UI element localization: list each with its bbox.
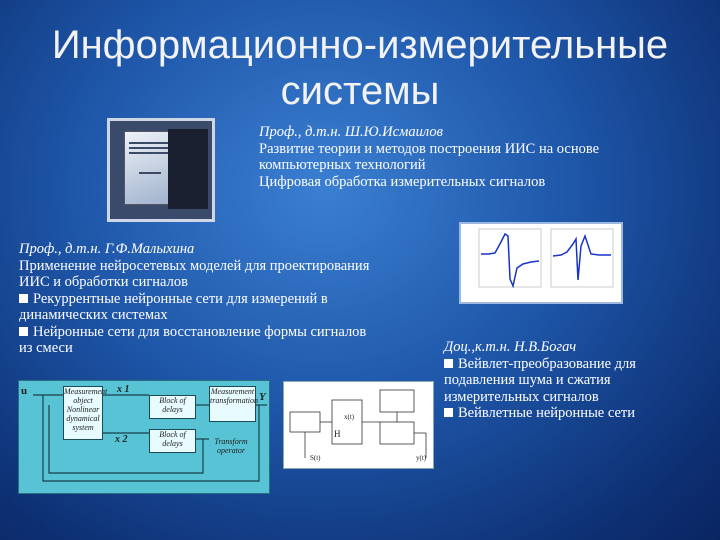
measurement-object-box: Measurement object Nonlinear dynamical system	[63, 386, 103, 440]
author-bogach: Доц.,к.т.н. Н.В.Богач	[444, 339, 577, 355]
transformation-box: Measurement transformation	[209, 386, 256, 422]
bullet-icon	[444, 408, 453, 417]
x2-label: x 2	[115, 434, 128, 445]
input-label: u	[21, 385, 28, 397]
waveform-svg	[461, 224, 621, 302]
left-block	[19, 241, 379, 357]
slide-title: Информационно-измерительные системы	[51, 23, 669, 113]
topic-neural-models: Применение нейросетевых моделей для проектирования ИИС и обработки сигналов	[19, 257, 370, 290]
bullet-recurrent	[19, 291, 379, 324]
neural-measurement-diagram	[18, 380, 270, 494]
bullet-wavelet-text: Вейвлет-преобразование для подавления шума и сжатия измерительных сигналов	[444, 355, 636, 405]
topic-digital-processing: Цифровая обработка измерительных сигналов	[259, 173, 546, 190]
delay-box-1: Block of delays	[149, 395, 196, 419]
h-label: H	[334, 429, 341, 439]
right-block	[444, 339, 706, 422]
bullet-wavelet-nn-text: Вейвлетные нейронные сети	[458, 405, 636, 421]
topic-theory: Развитие теории и методов построения ИИС на основе компьютерных технологий	[259, 140, 600, 173]
book-shadow	[168, 129, 208, 209]
delay-box-2: Block of delays	[149, 429, 196, 453]
top-right-block	[259, 124, 619, 190]
x1-label: x 1	[117, 384, 130, 395]
book-photo	[107, 118, 215, 222]
bullet-icon	[444, 359, 453, 368]
x-label: x(t)	[344, 413, 355, 421]
author-ismailov: Проф., д.т.н. Ш.Ю.Исмаилов	[259, 124, 443, 140]
bullet-icon	[19, 294, 28, 303]
author-malykhina: Проф., д.т.н. Г.Ф.Малыхина	[19, 241, 195, 257]
waveform-plot	[459, 222, 623, 304]
bullet-icon	[19, 327, 28, 336]
bullet-wavelet	[444, 356, 706, 406]
bullet-restoration-text: Нейронные сети для восстановление формы сигналов из смеси	[19, 323, 367, 356]
diagram2-lines	[284, 382, 433, 468]
bullet-recurrent-text: Рекуррентные нейронные сети для измерений в динамических системах	[19, 290, 328, 323]
bullet-wavelet-nn	[444, 405, 706, 422]
s-label: S(t)	[310, 454, 321, 462]
y-label: y(t)	[416, 454, 427, 462]
operator-label: Transform operator	[214, 437, 248, 455]
bullet-restoration	[19, 324, 379, 357]
signal-separation-diagram	[283, 381, 434, 469]
output-label: Y	[259, 391, 266, 403]
